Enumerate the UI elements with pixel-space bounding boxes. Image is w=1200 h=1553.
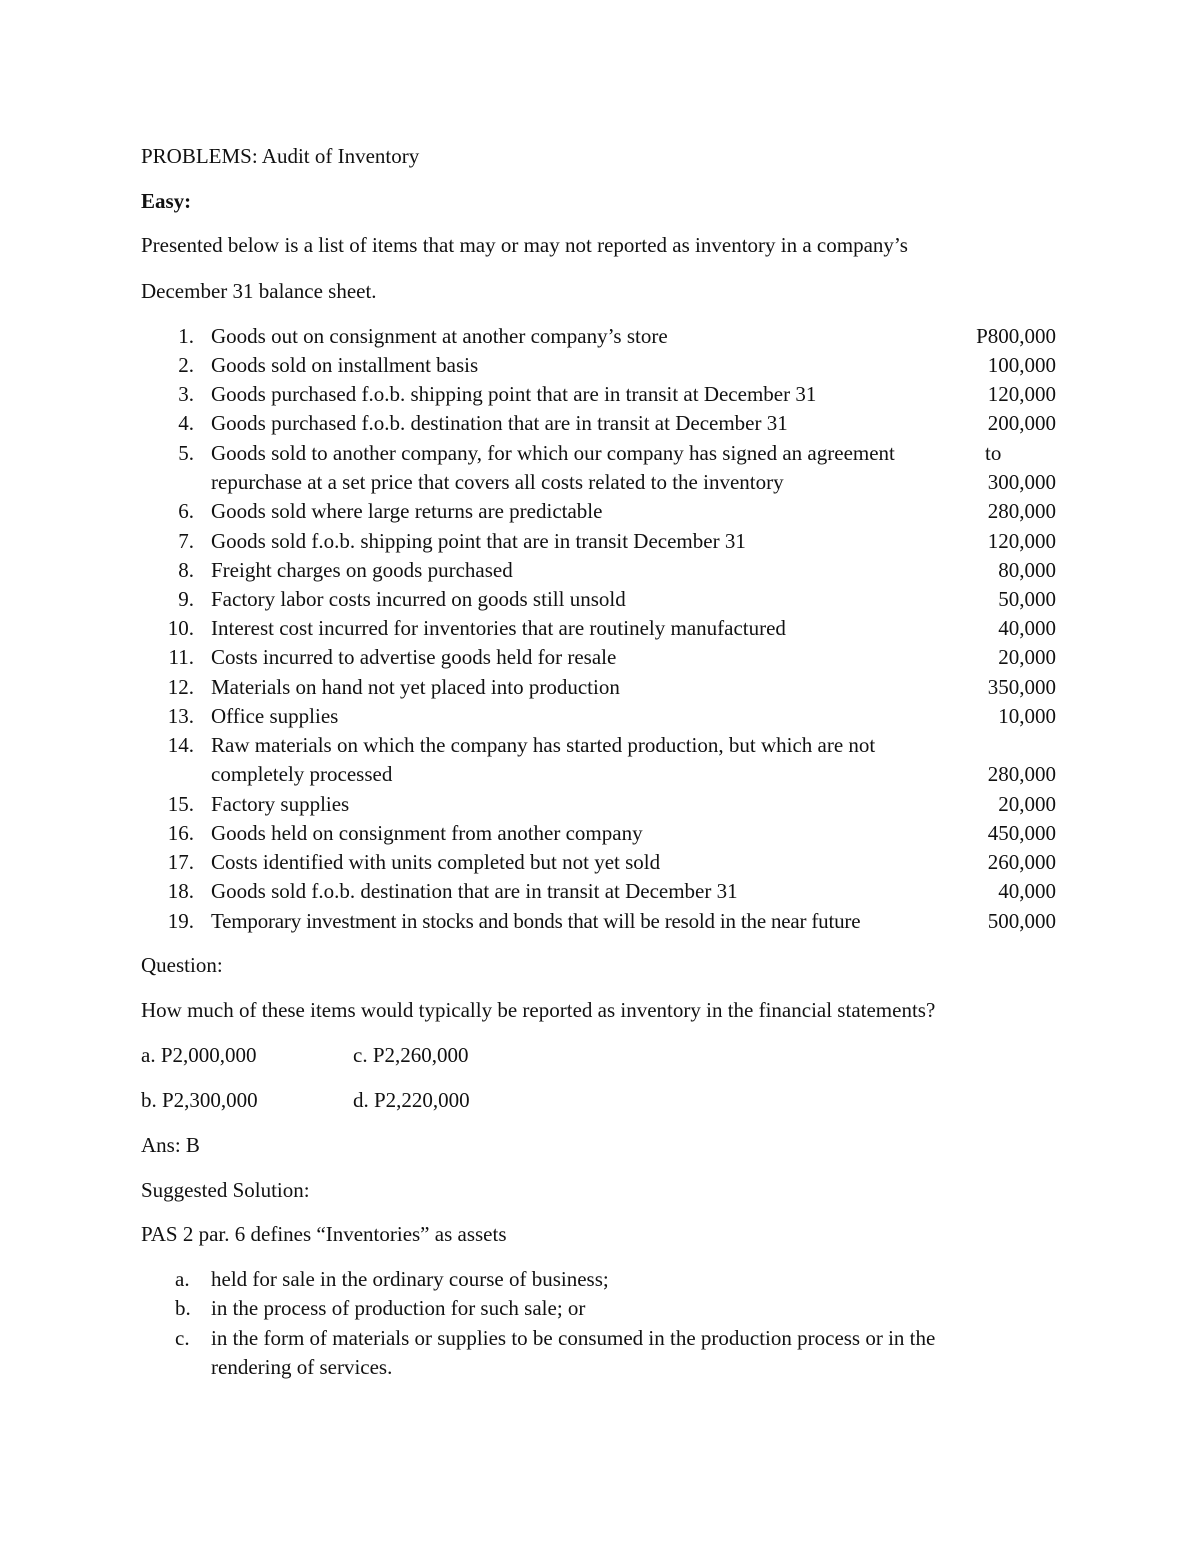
item-number: 7. [178,529,194,553]
item-amount: 280,000 [987,499,1056,523]
item-amount: 120,000 [987,382,1056,406]
item-text-wrap-end: to [985,441,1002,465]
item-text: Goods purchased f.o.b. shipping point that are in transit at December 31 [211,382,817,406]
solution-point-letter: c. [175,1326,190,1350]
item-number: 3. [178,382,194,406]
solution-point-letter: b. [175,1296,191,1320]
item-text: Goods sold to another company, for which our company has signed an agreement [211,441,895,465]
item-text-continued: completely processed [211,762,393,786]
item-number: 16. [167,821,194,845]
item-text: Goods sold on installment basis [211,353,479,377]
item-number: 1. [178,324,194,348]
item-text: Goods sold f.o.b. shipping point that are in transit December 31 [211,529,746,553]
item-amount: 40,000 [998,616,1056,640]
item-text: Factory labor costs incurred on goods still unsold [211,587,626,611]
item-text: Temporary investment in stocks and bonds that will be resold in the near future [211,909,861,933]
item-text: Costs incurred to advertise goods held for resale [211,645,617,669]
item-text: Office supplies [211,704,339,728]
item-amount: 200,000 [987,411,1056,435]
item-text: Goods sold f.o.b. destination that are in transit at December 31 [211,879,738,903]
choice-b: b. P2,300,000 [141,1088,258,1112]
item-number: 18. [167,879,194,903]
item-amount: 20,000 [998,792,1056,816]
item-number: 10. [167,616,194,640]
item-amount: 500,000 [987,909,1056,933]
choice-c: c. P2,260,000 [353,1043,469,1067]
item-text: Goods sold where large returns are predictable [211,499,603,523]
choice-a: a. P2,000,000 [141,1043,257,1067]
intro-line-2: December 31 balance sheet. [141,279,377,303]
item-number: 11. [168,645,194,669]
item-number: 2. [178,353,194,377]
solution-label: Suggested Solution: [141,1178,310,1202]
item-amount: 280,000 [987,762,1056,786]
item-number: 4. [178,411,194,435]
item-number: 19. [167,909,194,933]
difficulty-heading: Easy: [141,189,192,213]
item-number: 13. [167,704,194,728]
item-text: Costs identified with units completed but not yet sold [211,850,661,874]
item-number: 12. [167,675,194,699]
solution-point-text: held for sale in the ordinary course of business; [211,1267,609,1291]
item-text: Goods purchased f.o.b. destination that are in transit at December 31 [211,411,788,435]
item-amount: 10,000 [998,704,1056,728]
item-amount: 40,000 [998,879,1056,903]
item-number: 14. [167,733,194,757]
item-amount: 120,000 [987,529,1056,553]
item-amount: 260,000 [987,850,1056,874]
item-number: 9. [178,587,194,611]
item-amount: 350,000 [987,675,1056,699]
intro-line-1: Presented below is a list of items that may or may not reported as inventory in a company’s [141,233,908,257]
solution-point-letter: a. [175,1267,190,1291]
item-amount: 450,000 [987,821,1056,845]
item-number: 6. [178,499,194,523]
choice-d: d. P2,220,000 [353,1088,470,1112]
question-text: How much of these items would typically be reported as inventory in the financial statements? [141,998,936,1022]
question-label: Question: [141,953,223,977]
page-title: PROBLEMS: Audit of Inventory [141,144,420,168]
item-amount: 80,000 [998,558,1056,582]
solution-point-text: in the process of production for such sale; or [211,1296,586,1320]
item-number: 5. [178,441,194,465]
item-amount: 100,000 [987,353,1056,377]
item-amount: 50,000 [998,587,1056,611]
item-text: Goods out on consignment at another company’s store [211,324,668,348]
item-text: Materials on hand not yet placed into production [211,675,620,699]
answer-text: Ans: B [141,1133,200,1157]
solution-intro: PAS 2 par. 6 defines “Inventories” as assets [141,1222,507,1246]
item-number: 15. [167,792,194,816]
item-amount: 300,000 [987,470,1056,494]
item-number: 8. [178,558,194,582]
item-text: Freight charges on goods purchased [211,558,513,582]
item-amount: P800,000 [976,324,1056,348]
solution-point-text-continued: rendering of services. [211,1355,393,1379]
item-text: Raw materials on which the company has started production, but which are not [211,733,876,757]
item-number: 17. [167,850,194,874]
solution-point-text: in the form of materials or supplies to be consumed in the production process or in the [211,1326,936,1350]
item-text: Goods held on consignment from another company [211,821,643,845]
item-amount: 20,000 [998,645,1056,669]
item-text: Interest cost incurred for inventories that are routinely manufactured [211,616,786,640]
item-text: Factory supplies [211,792,350,816]
item-text-continued: repurchase at a set price that covers all costs related to the inventory [211,470,784,494]
